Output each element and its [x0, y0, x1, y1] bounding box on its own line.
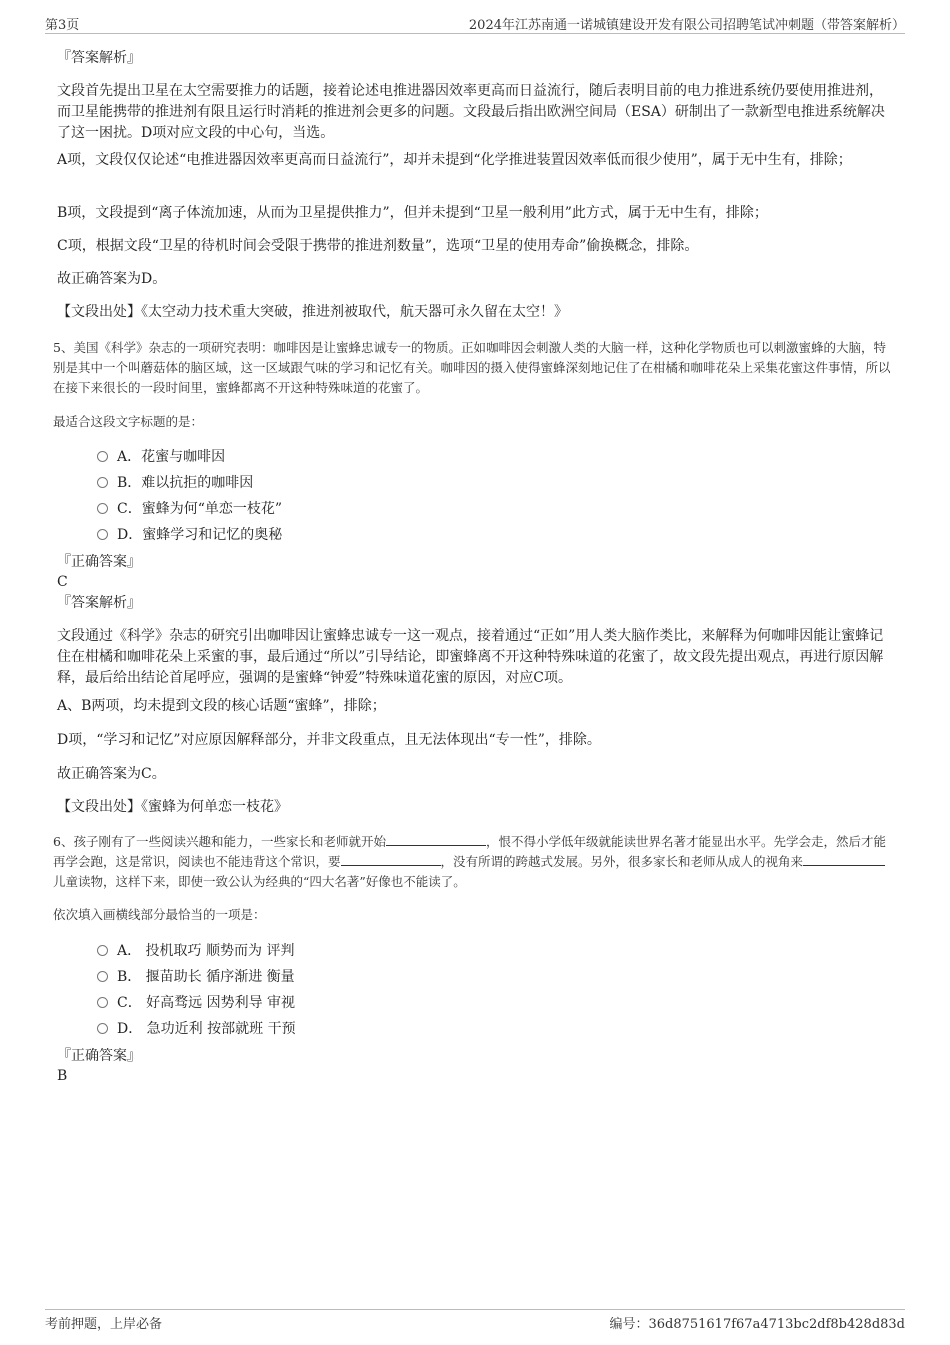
- q6-option-d[interactable]: D． 急功近利 按部就班 干预: [97, 1019, 296, 1039]
- radio-icon[interactable]: [97, 971, 108, 982]
- q6-option-c[interactable]: C． 好高骛远 因势利导 审视: [97, 993, 295, 1013]
- q5-analysis-ab: A、B两项，均未提到文段的核心话题“蜜蜂”，排除；: [57, 698, 386, 714]
- fill-blank-3: [803, 852, 885, 866]
- q4-analysis-a: A项，文段仅仅论述“电推进器因效率更高而日益流行”，却并未提到“化学推进装置因效率低而很少使用”，属于无中生有，排除；: [57, 152, 852, 168]
- q5-stem: 5、美国《科学》杂志的一项研究表明：咖啡因是让蜜蜂忠诚专一的物质。正如咖啡因会刺激人类的大脑一样，这种化学物质也可以刺激蜜蜂的大脑，特别是其中一个叫蘑菇体的脑区域，这一区域跟气味的学习和记忆有关。咖啡因的摄入使得蜜蜂深刻地记住了在柑橘和咖啡花朵上采集花蜜这件事情，所以在接下来很长的一段时间里，蜜蜂都离不开这种特殊味道的花蜜了。: [53, 340, 891, 395]
- q5-conclusion: 故正确答案为C。: [57, 766, 166, 782]
- footer-divider: [45, 1309, 905, 1310]
- q5-prompt: 最适合这段文字标题的是：: [53, 414, 204, 429]
- page-footer: [45, 1313, 905, 1331]
- page-number: 第3页: [45, 18, 80, 33]
- q6-answer-label: 『正确答案』: [57, 1048, 141, 1064]
- radio-icon[interactable]: [97, 997, 108, 1008]
- fill-blank-2: [341, 852, 441, 866]
- fill-blank-1: [386, 832, 486, 846]
- radio-icon[interactable]: [97, 503, 108, 514]
- q4-analysis-label: 『答案解析』: [57, 50, 141, 66]
- footer-slogan: 考前押题，上岸必备: [45, 1317, 163, 1332]
- q5-analysis-p1: 文段通过《科学》杂志的研究引出咖啡因让蜜蜂忠诚专一这一观点，接着通过“正如”用人类大脑作类比，来解释为何咖啡因能让蜜蜂记住在柑橘和咖啡花朵上采蜜的事，最后通过“所以”引导结论，即蜜蜂离不开这种特殊味道的花蜜了，故文段先提出观点，再进行原因解释，最后给出结论首尾呼应，强调的是蜜蜂“钟爱”特殊味道花蜜的原因，对应C项。: [57, 628, 884, 686]
- radio-icon[interactable]: [97, 451, 108, 462]
- q4-conclusion: 故正确答案为D。: [57, 271, 167, 287]
- q4-analysis-b: B项，文段提到“离子体流加速，从而为卫星提供推力”，但并未提到“卫星一般利用”此方式，属于无中生有，排除；: [57, 205, 768, 221]
- document-title: 2024年江苏南通一诺城镇建设开发有限公司招聘笔试冲刺题（带答案解析）: [468, 18, 905, 33]
- q6-option-b[interactable]: B． 揠苗助长 循序渐进 衡量: [97, 967, 295, 987]
- q5-answer: C: [57, 574, 68, 590]
- q6-stem: 6、孩子刚有了一些阅读兴趣和能力，一些家长和老师就开始 ，恨不得小学低年级就能读世界名著才能显出水平。先学会走，然后才能再学会跑，这是常识，阅读也不能违背这个常识，要 ，没有所谓的跨越式发展。另外，很多家长和老师从成人的视角来儿童读物，这样下来，即使一致公认为经典的“四大名著”好像也不能读了。: [53, 834, 886, 889]
- q5-option-d[interactable]: D．蜜蜂学习和记忆的奥秘: [97, 525, 282, 545]
- q6-prompt: 依次填入画横线部分最恰当的一项是：: [53, 907, 266, 922]
- q6-answer: B: [57, 1068, 68, 1084]
- document-code: 编号：36d8751617f67a4713bc2df8b428d83d: [609, 1317, 905, 1332]
- q5-source: 【文段出处】《蜜蜂为何单恋一枝花》: [57, 799, 288, 815]
- q4-analysis-c: C项，根据文段“卫星的待机时间会受限于携带的推进剂数量”，选项“卫星的使用寿命”偷换概念，排除。: [57, 238, 699, 254]
- q4-analysis-p1: 文段首先提出卫星在太空需要推力的话题，接着论述电推进器因效率更高而日益流行，随后表明目前的电力推进系统仍要使用推进剂，而卫星能携带的推进剂有限且运行时消耗的推进剂会更多的问题。文段最后指出欧洲空间局（ESA）研制出了一款新型电推进系统解决了这一困扰。D项对应文段的中心句，当选。: [57, 83, 885, 141]
- radio-icon[interactable]: [97, 1023, 108, 1034]
- radio-icon[interactable]: [97, 477, 108, 488]
- q5-option-a[interactable]: A．花蜜与咖啡因: [97, 447, 225, 467]
- header-divider: [45, 33, 905, 34]
- q5-analysis-d: D项，“学习和记忆”对应原因解释部分，并非文段重点，且无法体现出“专一性”，排除。: [57, 732, 601, 748]
- page-header: [45, 14, 905, 32]
- q5-analysis-label: 『答案解析』: [57, 595, 141, 611]
- radio-icon[interactable]: [97, 529, 108, 540]
- q5-option-c[interactable]: C．蜜蜂为何“单恋一枝花”: [97, 499, 282, 519]
- q6-option-a[interactable]: A． 投机取巧 顺势而为 评判: [97, 941, 294, 961]
- radio-icon[interactable]: [97, 945, 108, 956]
- q5-option-b[interactable]: B．难以抗拒的咖啡因: [97, 473, 253, 493]
- q5-answer-label: 『正确答案』: [57, 554, 141, 570]
- q4-source: 【文段出处】《太空动力技术重大突破，推进剂被取代，航天器可永久留在太空！》: [57, 304, 568, 320]
